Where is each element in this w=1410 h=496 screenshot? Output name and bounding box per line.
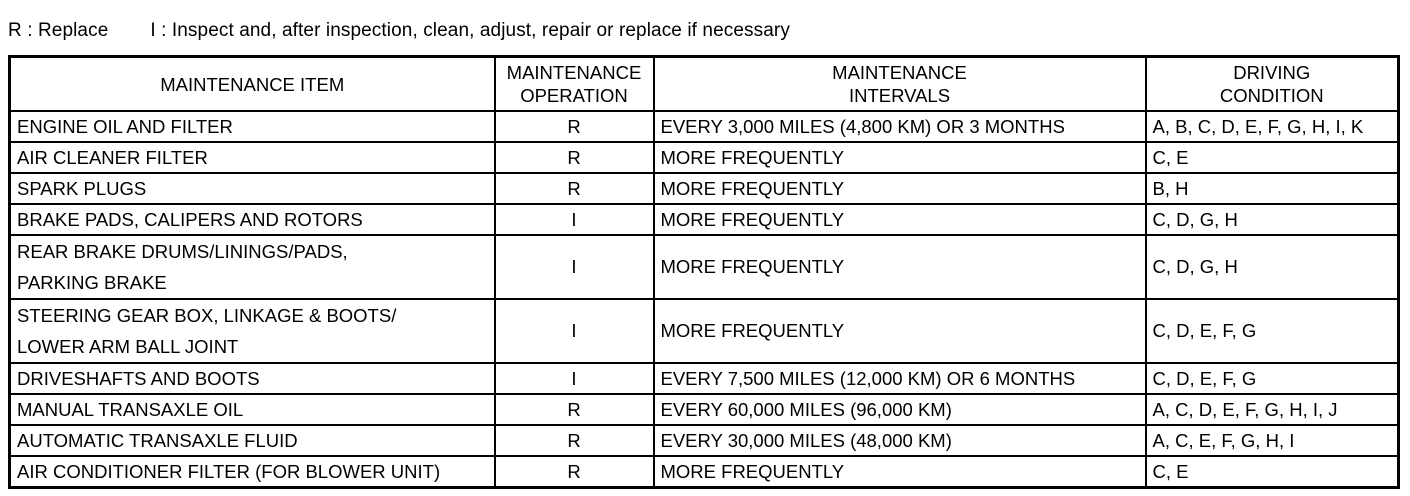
maintenance-operation: R [495, 456, 654, 488]
table-row [10, 204, 1399, 235]
header-operation: MAINTENANCE OPERATION [495, 57, 654, 112]
table-row [10, 111, 1399, 142]
driving-condition: C, E [1146, 456, 1399, 488]
header-condition: DRIVING CONDITION [1146, 57, 1399, 112]
legend-inspect: I : Inspect and, after inspection, clean, adjust, repair or replace if necessary [150, 20, 790, 41]
table-row [10, 394, 1399, 425]
maintenance-operation: R [495, 111, 654, 142]
maintenance-interval: EVERY 30,000 MILES (48,000 KM) [654, 425, 1146, 456]
maintenance-interval: MORE FREQUENTLY [654, 142, 1146, 173]
driving-condition: B, H [1146, 173, 1399, 204]
maintenance-interval: MORE FREQUENTLY [654, 456, 1146, 488]
maintenance-operation: I [495, 363, 654, 394]
driving-condition: A, C, E, F, G, H, I [1146, 425, 1399, 456]
table-row [10, 142, 1399, 173]
maintenance-table [8, 55, 1400, 489]
maintenance-operation: R [495, 173, 654, 204]
driving-condition: A, C, D, E, F, G, H, I, J [1146, 394, 1399, 425]
maintenance-interval: EVERY 3,000 MILES (4,800 KM) OR 3 MONTHS [654, 111, 1146, 142]
header-row [10, 57, 1399, 112]
maintenance-item: AIR CONDITIONER FILTER (FOR BLOWER UNIT) [10, 456, 495, 488]
driving-condition: C, D, E, F, G [1146, 363, 1399, 394]
maintenance-item: REAR BRAKE DRUMS/LININGS/PADS, PARKING BRAKE [10, 235, 495, 299]
maintenance-item: MANUAL TRANSAXLE OIL [10, 394, 495, 425]
maintenance-interval: MORE FREQUENTLY [654, 204, 1146, 235]
maintenance-operation: I [495, 235, 654, 299]
maintenance-interval: MORE FREQUENTLY [654, 173, 1146, 204]
maintenance-interval: EVERY 60,000 MILES (96,000 KM) [654, 394, 1146, 425]
maintenance-operation: I [495, 204, 654, 235]
maintenance-item: DRIVESHAFTS AND BOOTS [10, 363, 495, 394]
driving-condition: C, D, E, F, G [1146, 299, 1399, 363]
table-row [10, 235, 1399, 299]
maintenance-item: STEERING GEAR BOX, LINKAGE & BOOTS/ LOWER ARM BALL JOINT [10, 299, 495, 363]
table-row [10, 363, 1399, 394]
table-row [10, 425, 1399, 456]
driving-condition: C, D, G, H [1146, 235, 1399, 299]
table-row [10, 173, 1399, 204]
maintenance-item: SPARK PLUGS [10, 173, 495, 204]
legend [8, 20, 790, 42]
table-row [10, 456, 1399, 488]
driving-condition: C, D, G, H [1146, 204, 1399, 235]
header-intervals: MAINTENANCE INTERVALS [654, 57, 1146, 112]
maintenance-operation: R [495, 394, 654, 425]
driving-condition: C, E [1146, 142, 1399, 173]
maintenance-operation: R [495, 425, 654, 456]
header-item: MAINTENANCE ITEM [10, 57, 495, 112]
maintenance-interval: MORE FREQUENTLY [654, 299, 1146, 363]
legend-replace: R : Replace [8, 20, 109, 41]
maintenance-interval: EVERY 7,500 MILES (12,000 KM) OR 6 MONTHS [654, 363, 1146, 394]
maintenance-item: AIR CLEANER FILTER [10, 142, 495, 173]
maintenance-item: ENGINE OIL AND FILTER [10, 111, 495, 142]
maintenance-interval: MORE FREQUENTLY [654, 235, 1146, 299]
maintenance-operation: R [495, 142, 654, 173]
maintenance-item: AUTOMATIC TRANSAXLE FLUID [10, 425, 495, 456]
maintenance-operation: I [495, 299, 654, 363]
table-row [10, 299, 1399, 363]
maintenance-item: BRAKE PADS, CALIPERS AND ROTORS [10, 204, 495, 235]
driving-condition: A, B, C, D, E, F, G, H, I, K [1146, 111, 1399, 142]
